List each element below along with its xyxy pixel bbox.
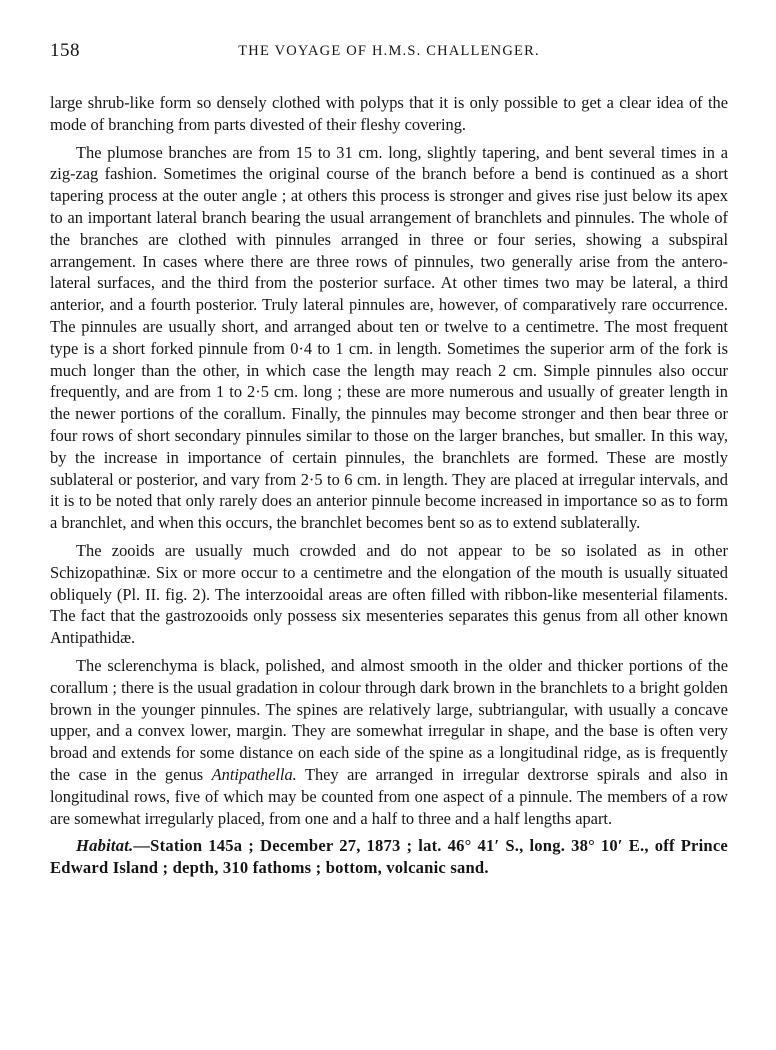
page-number: 158 (50, 40, 80, 61)
running-title: THE VOYAGE OF H.M.S. CHALLENGER. (238, 43, 540, 59)
running-head (50, 40, 728, 66)
paragraph-zooids: The zooids are usually much crowded and do not appear to be so isolated as in other Schizopathinæ. Six or more occur to a centimetre and the elongation of the mouth is usually situated obliquely (Pl. II. fig. 2). The interzooidal areas are often filled with ribbon-like mesenterial filaments. The fact that the gastrozooids only possess six mesenteries separates this genus from all other known Antipathidæ. (50, 540, 728, 648)
paragraph-habitat (50, 835, 728, 879)
paragraph-sclerenchyma (50, 655, 728, 829)
sclerenchyma-text-continued: They are arranged in irregular dextrorse spirals and also in longitudinal rows, five of which may be counted from one aspect of a pinnule. The members of a row are somewhat irregularly placed, from one and a half to three and a half lengths apart. (50, 764, 728, 828)
sclerenchyma-text: The sclerenchyma is black, polished, and almost smooth in the older and thicker portions of the corallum ; there is the usual gradation in colour through dark brown in the branchlets to a bright golden brown in the younger pinnules. The spines are relatively large, subtriangular, with usually a concave upper, and a convex lower, margin. They are somewhat irregular in shape, and the base is often very broad and extends for some distance on each side of the spine as a longitudinal ridge, as is frequently the case in the genus (50, 655, 728, 784)
habitat-label: Habitat. (76, 836, 134, 856)
page (50, 40, 728, 885)
body-text (50, 92, 728, 879)
paragraph-continuation: large shrub-like form so densely clothed with polyps that it is only possible to get a clear idea of the mode of branching from parts divested of their fleshy covering. (50, 93, 728, 134)
paragraph-branches: The plumose branches are from 15 to 31 cm. long, slightly tapering, and bent several times in a zig-zag fashion. Sometimes the original course of the branch before a bend is continued as a short tapering process at the outer angle ; at others this process is stronger and gives rise just below its apex to an important lateral branch bearing the usual arrangement of branchlets and pinnules. The whole of the branches are clothed with pinnules arranged in three or four series, showing a subspiral arrangement. In cases where there are three rows of pinnules, two generally arise from the antero-lateral surfaces, and the third from the posterior surface. At other times two may be lateral, a third anterior, and a fourth posterior. Truly lateral pinnules are, however, of comparatively rare occurrence. The pinnules are usually short, and arranged about ten or twelve to a centimetre. The most frequent type is a short forked pinnule from 0·4 to 1 cm. in length. Sometimes the superior arm of the fork is much longer than the other, in which case the length may reach 2 cm. Simple pinnules also occur frequently, and are from 1 to 2·5 cm. long ; these are more numerous and usually of greater length in the newer portions of the corallum. Finally, the pinnules may become stronger and then bear three or four rows of short secondary pinnules similar to those on the larger branches, but smaller. In this way, by the increase in importance of certain pinnules, the branchlets are formed. These are mostly sublateral or posterior, and vary from 2·5 to 6 cm. in length. They are placed at irregular intervals, and it is to be noted that only rarely does an anterior pinnule become increased in importance so as to form a branchlet, and when this occurs, the branchlet becomes bent so as to extend sublaterally. (50, 142, 728, 533)
genus-name-antipathella: Antipathella. (211, 764, 297, 784)
habitat-text: —Station 145a ; December 27, 1873 ; lat. 46° 41′ S., long. 38° 10′ E., off Prince Edward Island ; depth, 310 fathoms ; bottom, volcanic sand. (50, 836, 728, 878)
